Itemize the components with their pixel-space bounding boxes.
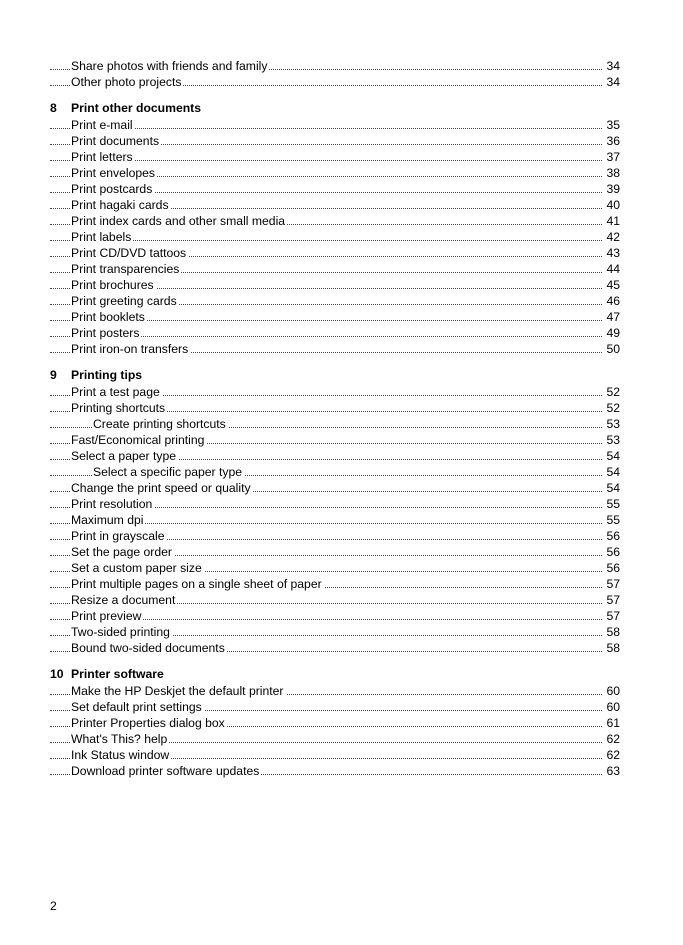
- toc-entry-page: 63: [606, 764, 620, 778]
- chapter-number: 9: [50, 368, 57, 382]
- toc-entry-title: Print multiple pages on a single sheet of paper: [71, 577, 322, 591]
- toc-entry-title: Bound two-sided documents: [71, 641, 225, 655]
- toc-entry-page: 58: [606, 641, 620, 655]
- toc-entry-page: 45: [606, 278, 620, 292]
- toc-entry-page: 36: [606, 134, 620, 148]
- toc-entry[interactable]: [50, 480, 620, 496]
- toc-entry-page: 55: [606, 497, 620, 511]
- chapter-number: 10: [50, 667, 64, 681]
- toc-entry-page: 41: [606, 214, 620, 228]
- toc-entry-page: 62: [606, 748, 620, 762]
- toc-entry-title: Print hagaki cards: [71, 198, 169, 212]
- toc-entry-title: Create printing shortcuts: [93, 417, 226, 431]
- toc-entry-title: Print CD/DVD tattoos: [71, 246, 187, 260]
- toc-entry-page: 57: [606, 609, 620, 623]
- toc-entry-page: 55: [606, 513, 620, 527]
- toc-entry-page: 46: [606, 294, 620, 308]
- toc-entry-title: Print in grayscale: [71, 529, 165, 543]
- toc-entry-title: Print labels: [71, 230, 132, 244]
- toc-entry[interactable]: [50, 165, 620, 181]
- chapter-heading: [50, 100, 620, 117]
- toc-entry-page: 40: [606, 198, 620, 212]
- toc-entry-page: 56: [606, 529, 620, 543]
- toc-entry[interactable]: [50, 731, 620, 747]
- toc-entry[interactable]: [50, 496, 620, 512]
- toc-entry-title: Select a paper type: [71, 449, 177, 463]
- toc-entry-page: 56: [606, 561, 620, 575]
- toc-entry-page: 47: [606, 310, 620, 324]
- toc-entry-page: 60: [606, 684, 620, 698]
- toc-entry-title: What's This? help: [71, 732, 168, 746]
- toc-entry[interactable]: [50, 699, 620, 715]
- toc-entry[interactable]: [50, 576, 620, 592]
- toc-entry-page: 54: [606, 481, 620, 495]
- chapter-heading: [50, 666, 620, 683]
- toc-entry[interactable]: [50, 624, 620, 640]
- toc-entry-title: Set default print settings: [71, 700, 202, 714]
- toc-entry-page: 52: [606, 401, 620, 415]
- toc-entry[interactable]: [50, 293, 620, 309]
- toc-entry-title: Change the print speed or quality: [71, 481, 251, 495]
- toc-entry-title: Download printer software updates: [71, 764, 260, 778]
- toc-entry-page: 44: [606, 262, 620, 276]
- toc-entry[interactable]: [50, 149, 620, 165]
- toc-entry[interactable]: [50, 512, 620, 528]
- chapter-title: Printing tips: [71, 368, 143, 382]
- toc-entry[interactable]: [50, 325, 620, 341]
- table-of-contents: [50, 58, 620, 779]
- toc-entry-title: Print preview: [71, 609, 142, 623]
- toc-entry-title: Select a specific paper type: [93, 465, 243, 479]
- toc-entry-title: Print greeting cards: [71, 294, 177, 308]
- toc-entry[interactable]: [50, 683, 620, 699]
- toc-entry-page: 53: [606, 433, 620, 447]
- toc-entry-page: 39: [606, 182, 620, 196]
- toc-entry-title: Print documents: [71, 134, 160, 148]
- toc-entry-page: 38: [606, 166, 620, 180]
- toc-entry-page: 49: [606, 326, 620, 340]
- toc-entry[interactable]: [50, 245, 620, 261]
- toc-entry-title: Print envelopes: [71, 166, 156, 180]
- toc-entry-title: Print letters: [71, 150, 133, 164]
- toc-entry-page: 34: [606, 75, 620, 89]
- toc-entry[interactable]: [50, 432, 620, 448]
- toc-entry-page: 50: [606, 342, 620, 356]
- toc-entry[interactable]: [50, 560, 620, 576]
- toc-entry-page: 52: [606, 385, 620, 399]
- toc-entry-title: Two-sided printing: [71, 625, 170, 639]
- toc-entry-title: Other photo projects: [71, 75, 182, 89]
- toc-entry[interactable]: [50, 715, 620, 731]
- chapter-title: Printer software: [71, 667, 164, 681]
- toc-entry-title: Ink Status window: [71, 748, 170, 762]
- toc-entry[interactable]: [50, 181, 620, 197]
- toc-entry-page: 60: [606, 700, 620, 714]
- toc-entry-page: 42: [606, 230, 620, 244]
- toc-entry-title: Set a custom paper size: [71, 561, 202, 575]
- toc-entry-page: 35: [606, 118, 620, 132]
- toc-entry-page: 61: [606, 716, 620, 730]
- toc-entry[interactable]: [50, 229, 620, 245]
- toc-entry-title: Share photos with friends and family: [71, 59, 268, 73]
- toc-entry-page: 58: [606, 625, 620, 639]
- toc-entry[interactable]: [50, 117, 620, 133]
- toc-entry[interactable]: [50, 213, 620, 229]
- toc-entry-page: 34: [606, 59, 620, 73]
- toc-entry[interactable]: [50, 592, 620, 608]
- toc-entry[interactable]: [50, 747, 620, 763]
- toc-entry-title: Print index cards and other small media: [71, 214, 286, 228]
- toc-entry-title: Print transparencies: [71, 262, 180, 276]
- toc-entry[interactable]: [50, 133, 620, 149]
- chapter-heading: [50, 367, 620, 384]
- chapter-title: Print other documents: [71, 101, 202, 115]
- toc-entry-title: Print resolution: [71, 497, 153, 511]
- toc-entry[interactable]: [50, 464, 620, 480]
- toc-entry-page: 54: [606, 465, 620, 479]
- toc-entry[interactable]: [50, 400, 620, 416]
- toc-entry[interactable]: [50, 197, 620, 213]
- toc-entry-title: Print e-mail: [71, 118, 133, 132]
- toc-entry[interactable]: [50, 416, 620, 432]
- toc-entry-title: Print a test page: [71, 385, 160, 399]
- toc-entry-title: Set the page order: [71, 545, 172, 559]
- page-number: 2: [50, 899, 57, 913]
- toc-entry-title: Print posters: [71, 326, 140, 340]
- toc-entry[interactable]: [50, 640, 620, 656]
- chapter-number: 8: [50, 101, 57, 115]
- toc-entry[interactable]: [50, 58, 620, 74]
- toc-entry-title: Resize a document: [71, 593, 176, 607]
- toc-entry-page: 37: [606, 150, 620, 164]
- toc-entry-page: 57: [606, 577, 620, 591]
- toc-entry[interactable]: [50, 384, 620, 400]
- toc-entry-title: Make the HP Deskjet the default printer: [71, 684, 284, 698]
- toc-entry-page: 57: [606, 593, 620, 607]
- toc-entry-title: Print booklets: [71, 310, 145, 324]
- toc-entry-title: Fast/Economical printing: [71, 433, 205, 447]
- toc-entry-page: 53: [606, 417, 620, 431]
- toc-entry[interactable]: [50, 448, 620, 464]
- toc-entry[interactable]: [50, 74, 620, 90]
- toc-entry[interactable]: [50, 309, 620, 325]
- toc-entry[interactable]: [50, 544, 620, 560]
- toc-entry-title: Print iron-on transfers: [71, 342, 189, 356]
- toc-entry-page: 54: [606, 449, 620, 463]
- toc-entry-page: 43: [606, 246, 620, 260]
- toc-entry[interactable]: [50, 261, 620, 277]
- toc-entry[interactable]: [50, 763, 620, 779]
- toc-entry[interactable]: [50, 277, 620, 293]
- toc-entry-title: Print brochures: [71, 278, 154, 292]
- toc-entry-title: Printing shortcuts: [71, 401, 166, 415]
- toc-entry-page: 56: [606, 545, 620, 559]
- toc-entry[interactable]: [50, 528, 620, 544]
- toc-entry-page: 62: [606, 732, 620, 746]
- toc-entry-title: Print postcards: [71, 182, 153, 196]
- toc-entry[interactable]: [50, 608, 620, 624]
- toc-entry[interactable]: [50, 341, 620, 357]
- toc-entry-title: Maximum dpi: [71, 513, 144, 527]
- toc-entry-title: Printer Properties dialog box: [71, 716, 225, 730]
